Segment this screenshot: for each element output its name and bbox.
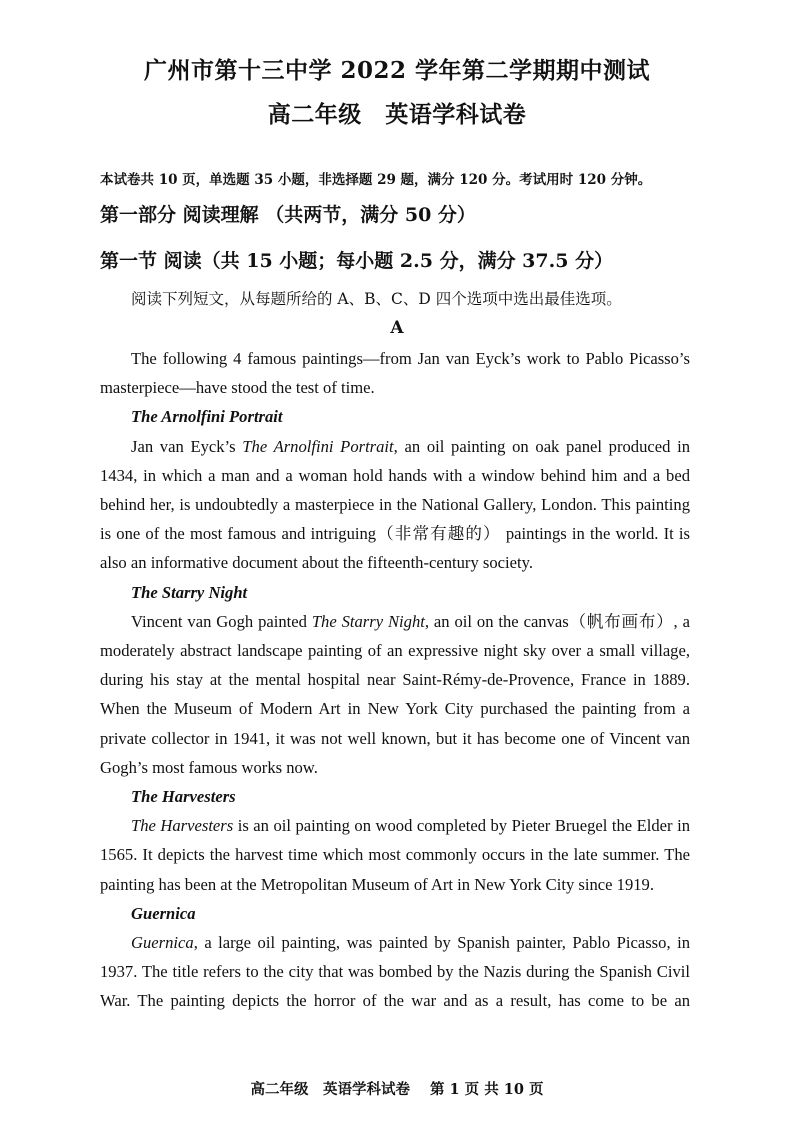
section-heading-harvesters: The Harvesters xyxy=(131,787,236,807)
painting-title: The Arnolfini Portrait xyxy=(242,436,394,456)
section-text-after: is an oil painting on wood completed by Pieter Bruegel the Elder in 1565. It depicts the harvest time which most commonly occurs in the late summer. The painting has been at the Metropolitan Museum of Art in New York City since 1919. xyxy=(100,816,690,894)
painting-title: The Harvesters xyxy=(131,816,234,836)
exam-info: 本试卷共 10 页，单选题 35 小题，非选择题 29 题，满分 120 分。考试用时 120 分钟。 xyxy=(100,172,652,188)
section-heading-starry-night: The Starry Night xyxy=(131,582,248,602)
section-text-guernica xyxy=(100,928,690,1016)
exam-title: 广州市第十三中学 2022 学年第二学期期中测试 xyxy=(143,57,651,84)
section-text-before: Vincent van Gogh painted xyxy=(131,611,312,631)
passage-letter: A xyxy=(390,318,404,338)
section-text-harvesters xyxy=(100,811,690,899)
painting-title: Guernica xyxy=(131,933,194,953)
instruction-text: 阅读下列短文，从每题所给的 A、B、C、D 四个选项中选出最佳选项。 xyxy=(131,290,622,308)
section-text-starry-night xyxy=(100,607,690,782)
footer-page-info: 第 1 页 共 10 页 xyxy=(429,1081,544,1098)
exam-subtitle: 高二年级 英语学科试卷 xyxy=(267,101,527,128)
section-text-after: , a large oil painting, was painted by Spanish painter, Pablo Picasso, in 1937. The title refers to the city that was bombed by the Nazis during the Spanish Civil War. The painting depicts the horror of the war and as a result, has come to be an xyxy=(100,933,690,1011)
page-footer xyxy=(0,1078,794,1099)
section-text-arnolfini xyxy=(100,432,690,578)
part-heading: 第一部分 阅读理解 （共两节，满分 50 分） xyxy=(100,204,476,226)
section-heading-guernica: Guernica xyxy=(131,903,196,923)
passage-intro: The following 4 famous paintings—from Jan van Eyck’s work to Pablo Picasso’s masterpiece—have stood the test of time. xyxy=(100,349,690,398)
section-heading: 第一节 阅读（共 15 小题；每小题 2.5 分，满分 37.5 分） xyxy=(100,250,614,272)
painting-title: The Starry Night xyxy=(311,611,425,631)
footer-grade-subject: 高二年级 英语学科试卷 xyxy=(250,1081,410,1098)
section-text-before: Jan van Eyck’s xyxy=(131,436,243,456)
section-text-after: , an oil painting on oak panel produced in 1434, in which a man and a woman hold hands with a window behind him and a bed behind her, is undoubtedly a masterpiece in the National Gallery, London. This painting is one of the most famous and intriguing（非常有趣的） paintings in the world. It is also an informative document about the fifteenth-century society. xyxy=(100,436,690,573)
passage-body xyxy=(100,344,690,1016)
section-heading-arnolfini: The Arnolfini Portrait xyxy=(131,407,283,427)
section-text-after: , an oil on the canvas（帆布画布）, a moderately abstract landscape painting of an expressive night sky over a small village, during his stay at the mental hospital near Saint-Rémy-de-Provence, France in 1889. When the Museum of Modern Art in New York City purchased the painting from a private collector in 1941, it was not well known, but it has become one of Vincent van Gogh’s most famous works now. xyxy=(100,611,690,777)
